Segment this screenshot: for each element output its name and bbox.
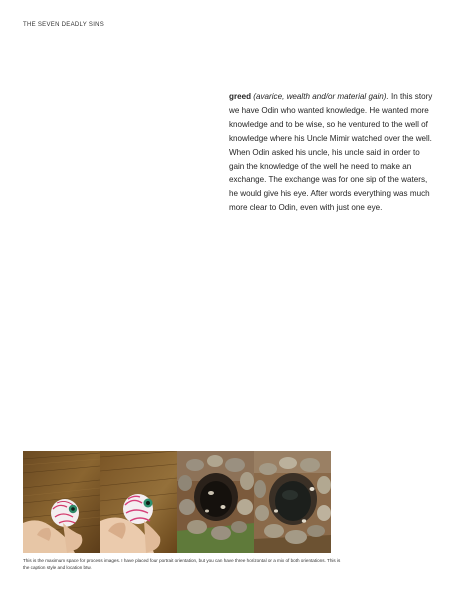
- article-text: [229, 90, 437, 215]
- sin-term: greed: [229, 92, 252, 101]
- process-image-eyeball-hand-1: [23, 451, 100, 553]
- process-image-stone-well-2: [254, 451, 331, 553]
- running-title: THE SEVEN DEADLY SINS: [23, 22, 105, 28]
- process-image-strip: [23, 451, 331, 553]
- story-paragraph: In this story we have Odin who wanted knowledge. He wanted more knowledge and to be wise, so he ventured to the well of knowledge where his Uncle Mimir watched over the well. When Odin asked his uncle, his uncle said in order to gain the knowledge of the well he need to make an exchange. The exchange was for one sip of the waters, he would give his eye. After words everything was much more clear to Odin, even with just one eye.: [229, 92, 433, 213]
- process-image-stone-well-1: [177, 451, 254, 553]
- image-caption: This is the maximum space for process images. I have placed four portrait orientation, but you can have three horizontal or a mix of both orientations. This is the caption style and location btw.: [23, 558, 341, 570]
- sin-definition: (avarice, wealth and/or material gain).: [253, 92, 389, 101]
- process-image-eyeball-hand-2: [100, 451, 177, 553]
